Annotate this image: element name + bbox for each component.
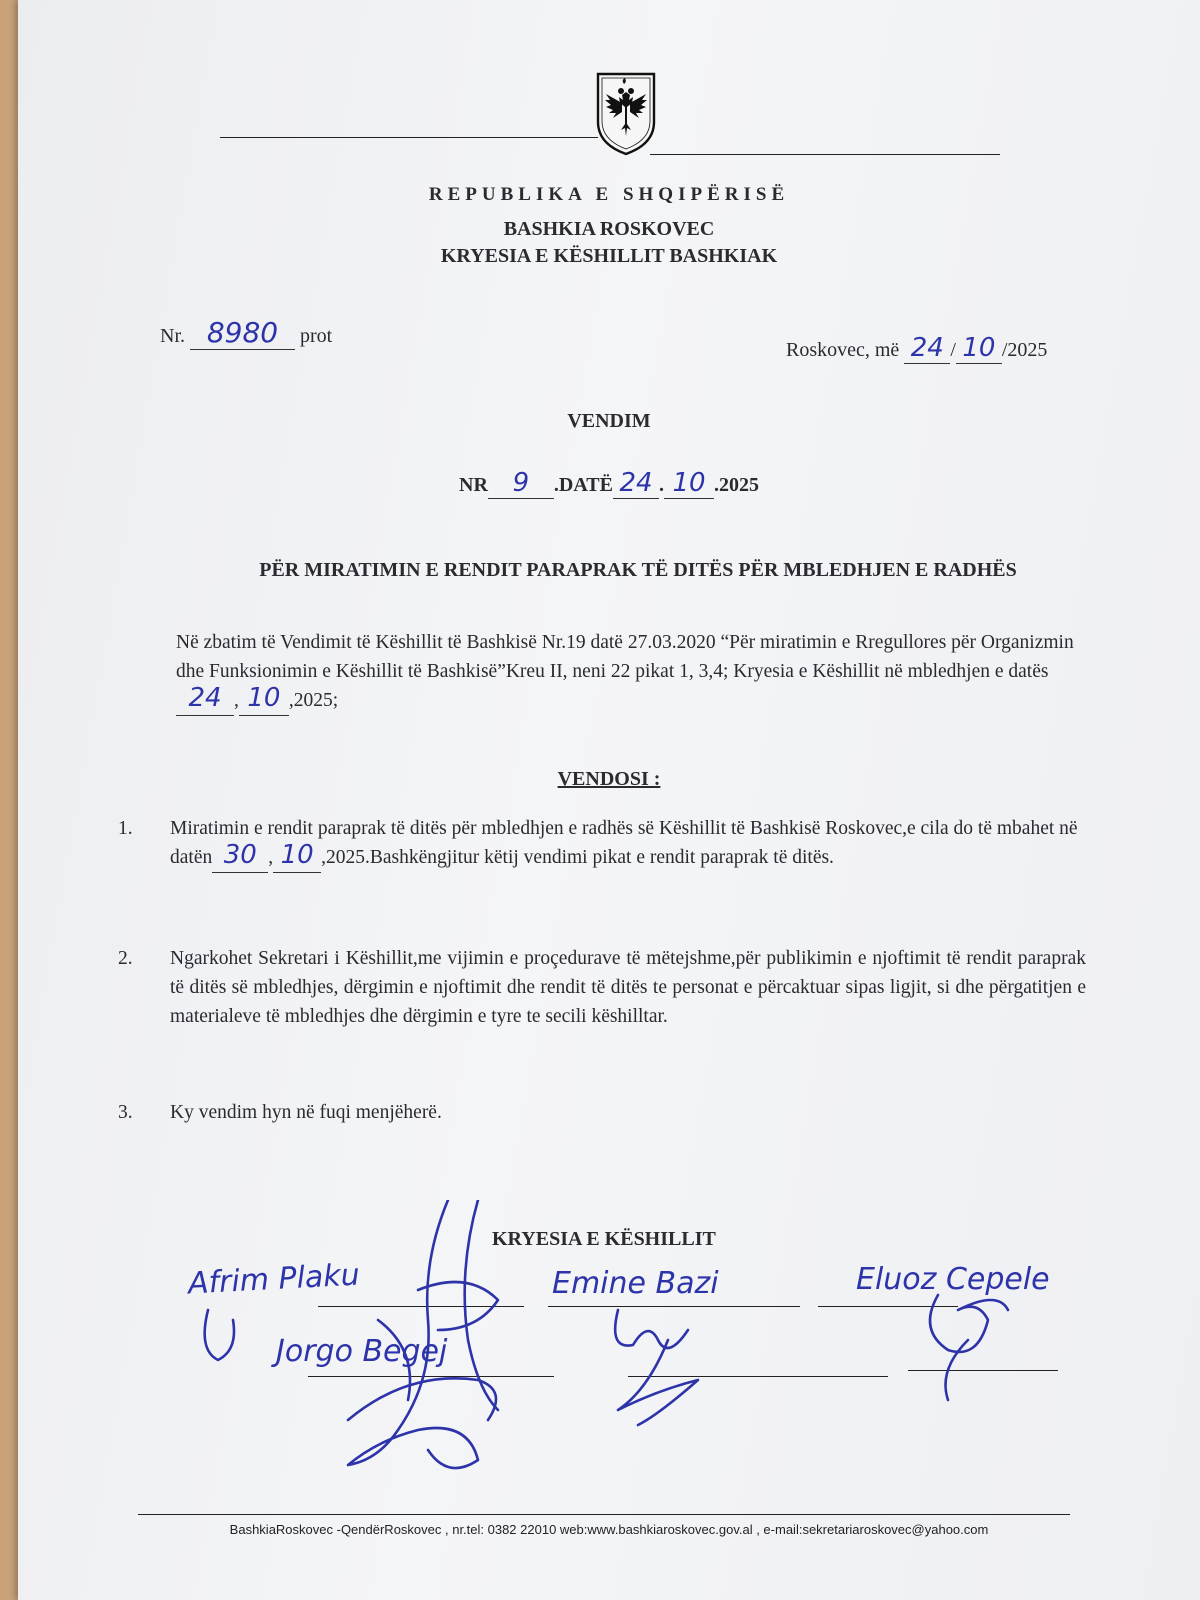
place-date-line — [786, 333, 1047, 364]
header-republika: REPUBLIKA E SHQIPËRISË — [428, 184, 790, 205]
decision-item-1 — [118, 814, 1086, 873]
signature-name-3: Eluoz Cepele — [856, 1262, 1050, 1297]
item-text: Ngarkohet Sekretari i Këshillit,me vijimin e proçedurave të mëtejshme,për publikimin e njoftimit të rendit paraprak të ditës së mbledhjes, dërgimin e njoftimit dhe rendit të ditës te personat e përcaktuar sipas ligjit, si dhe përgatitjen e materialeve të mbledhjes dhe dërgimin e tyre te secili këshilltar. — [170, 948, 1086, 1027]
vendim-year: .2025 — [713, 474, 759, 496]
footer-rule — [138, 1514, 1070, 1515]
place-date-year: /2025 — [1001, 339, 1048, 361]
albanian-coat-of-arms-icon — [594, 70, 658, 156]
intro-day-blank — [176, 683, 234, 716]
footer-contact: BashkiaRoskovec -QendërRoskovec , nr.tel: 0382 22010 web:www.bashkiaroskovec.gov.al , e-mail:sekretariaroskovec@yahoo.com — [229, 1522, 989, 1537]
intro-comma: , — [234, 690, 239, 711]
intro-month: 10 — [247, 683, 281, 713]
protocol-number-blank — [190, 316, 295, 350]
protocol-prefix: Nr. — [160, 325, 185, 347]
item-1-day-blank — [212, 840, 268, 873]
signature-name-2: Emine Bazi — [552, 1266, 719, 1301]
vendim-month: 10 — [672, 468, 706, 498]
item-text — [170, 814, 1086, 873]
vendim-day-blank — [613, 468, 659, 499]
vendim-title: VENDIM — [567, 410, 651, 432]
header-rule-right — [650, 154, 1000, 155]
item-1-text-a: Miratimin e rendit paraprak të ditës për mbledhjen e radhës së Këshillit të Bashkisë Roskovec,e cila do të mbahet në datën — [170, 818, 1078, 868]
item-text: Ky vendim hyn në fuqi menjëherë. — [170, 1102, 442, 1123]
document-page — [18, 0, 1200, 1600]
vendim-number-line — [18, 468, 1200, 499]
item-1-text-b: ,2025.Bashkëngjitur këtij vendimi pikat e rendit paraprak të ditës. — [321, 847, 834, 868]
place-date-day: 24 — [910, 333, 944, 363]
place-date-day-blank — [904, 333, 950, 364]
handwritten-signature-marks — [178, 1200, 1118, 1490]
decision-item-2 — [118, 944, 1086, 1031]
intro-paragraph — [176, 628, 1076, 716]
vendim-date-label: .DATË — [553, 474, 613, 496]
intro-day: 24 — [188, 683, 222, 713]
vendim-nr-blank — [488, 468, 554, 499]
intro-month-blank — [239, 683, 289, 716]
header-kryesia: KRYESIA E KËSHILLIT BASHKIAK — [440, 245, 778, 267]
place-date-month-blank — [956, 333, 1002, 364]
item-1-day: 30 — [223, 840, 257, 870]
item-number: 1. — [118, 818, 133, 839]
vendosi-label: VENDOSI : — [557, 768, 661, 790]
intro-year: ,2025; — [288, 690, 339, 711]
protocol-suffix: prot — [300, 325, 333, 347]
vendim-date-dot: . — [658, 474, 664, 496]
place-date-month: 10 — [962, 333, 996, 363]
protocol-number-line — [160, 316, 332, 350]
vendim-month-blank — [664, 468, 714, 499]
decision-item-3 — [118, 1098, 1086, 1127]
vendim-nr-label: NR — [459, 474, 488, 496]
signature-name-4: Jorgo Begej — [276, 1334, 448, 1369]
vendim-nr-value: 9 — [512, 468, 530, 498]
vendosi-heading — [18, 768, 1200, 791]
place-date-sep: / — [950, 339, 956, 361]
protocol-number-handwritten: 8980 — [206, 316, 279, 349]
item-number: 3. — [118, 1102, 133, 1123]
item-number: 2. — [118, 948, 133, 969]
header-rule-left — [220, 137, 598, 138]
place-date-prefix: Roskovec, më — [786, 339, 900, 361]
item-1-month: 10 — [280, 840, 314, 870]
item-1-month-blank — [273, 840, 321, 873]
signatures-title: KRYESIA E KËSHILLIT — [492, 1228, 716, 1250]
decision-subject: PËR MIRATIMIN E RENDIT PARAPRAK TË DITËS PËR MBLEDHJEN E RADHËS — [259, 559, 1017, 581]
intro-text: Në zbatim të Vendimit të Këshillit të Bashkisë Nr.19 datë 27.03.2020 “Për miratimin e Rregullores për Organizmin dhe Funksionimin e Këshillit të Bashkisë”Kreu II, neni 22 pikat 1, 3,4; Kryesia e Këshillit në mbledhjen e datës — [176, 632, 1074, 682]
vendim-day: 24 — [619, 468, 653, 498]
item-1-comma: , — [268, 847, 274, 868]
header-bashkia: BASHKIA ROSKOVEC — [503, 218, 715, 240]
signature-name-1: Afrim Plaku — [187, 1257, 361, 1302]
